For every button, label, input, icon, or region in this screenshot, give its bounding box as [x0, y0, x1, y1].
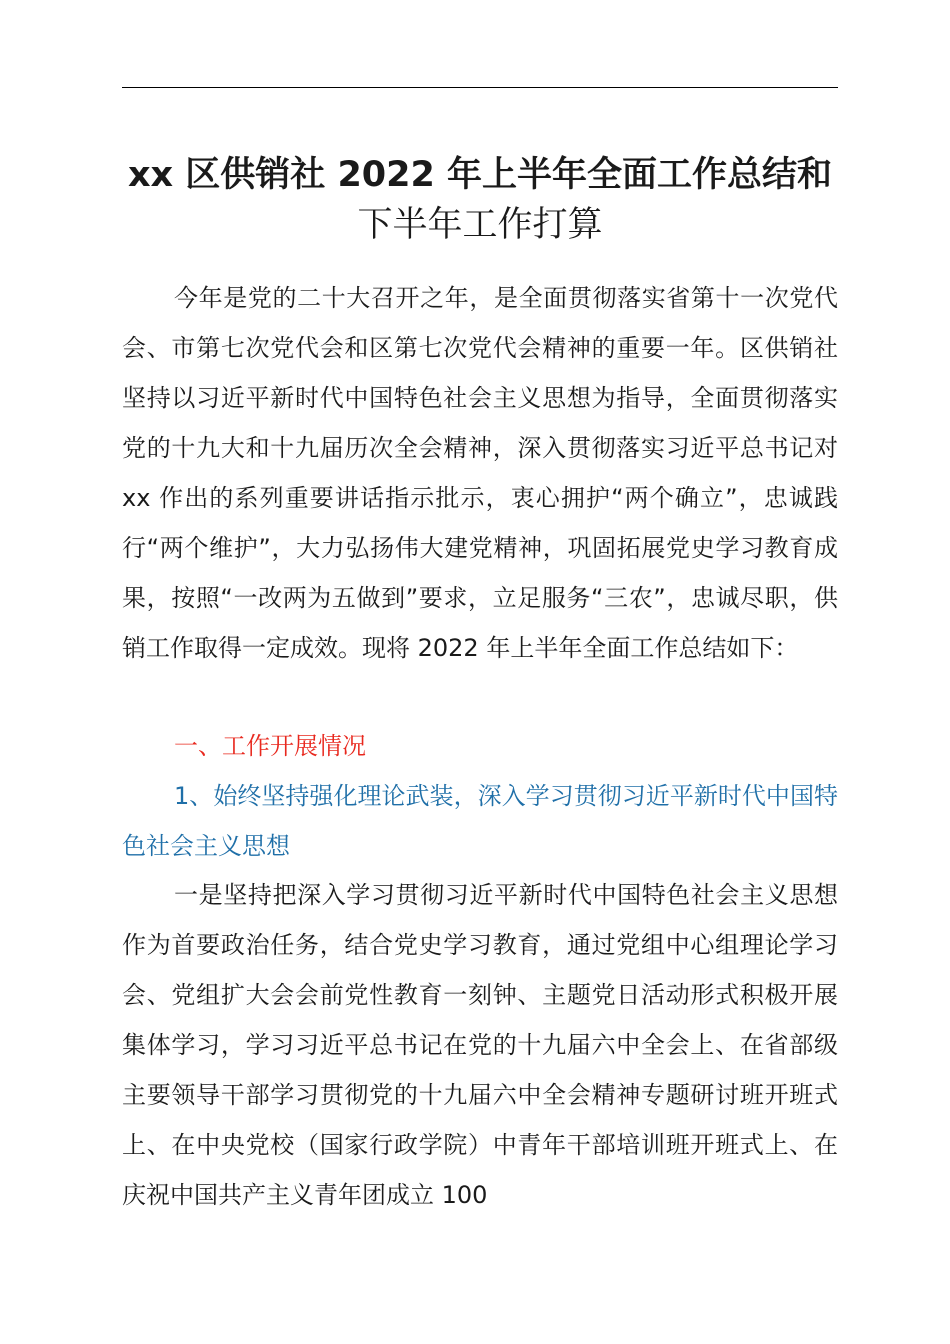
- document-title: [122, 150, 838, 250]
- header-rule: [122, 87, 838, 88]
- title-line-2: 下半年工作打算: [357, 205, 603, 245]
- title-line-1: xx 区供销社 2022 年上半年全面工作总结和: [127, 155, 833, 195]
- subsection-heading: 1、始终坚持强化理论武装，深入学习贯彻习近平新时代中国特色社会主义思想: [122, 782, 838, 860]
- body-paragraph: 一是坚持把深入学习贯彻习近平新时代中国特色社会主义思想作为首要政治任务，结合党史学习教育，通过党组中心组理论学习会、党组扩大会会前党性教育一刻钟、主题党日活动形式积极开展集体学习，学习习近平总书记在党的十九届六中全会上、在省部级主要领导干部学习贯彻党的十九届六中全会精神专题研讨班开班式上、在中央党校（国家行政学院）中青年干部培训班开班式上、在庆祝中国共产主义青年团成立 100: [122, 881, 838, 1209]
- section-heading: 一、工作开展情况: [174, 732, 366, 760]
- intro-paragraph: 今年是党的二十大召开之年，是全面贯彻落实省第十一次党代会、市第七次党代会和区第七次党代会精神的重要一年。区供销社坚持以习近平新时代中国特色社会主义思想为指导，全面贯彻落实党的十九大和十九届历次全会精神，深入贯彻落实习近平总书记对 xx 作出的系列重要讲话指示批示，衷心拥护“两个确立”，忠诚践行“两个维护”，大力弘扬伟大建党精神，巩固拓展党史学习教育成果，按照“一改两为五做到”要求，立足服务“三农”，忠诚尽职，供销工作取得一定成效。现将 2022 年上半年全面工作总结如下：: [122, 284, 838, 662]
